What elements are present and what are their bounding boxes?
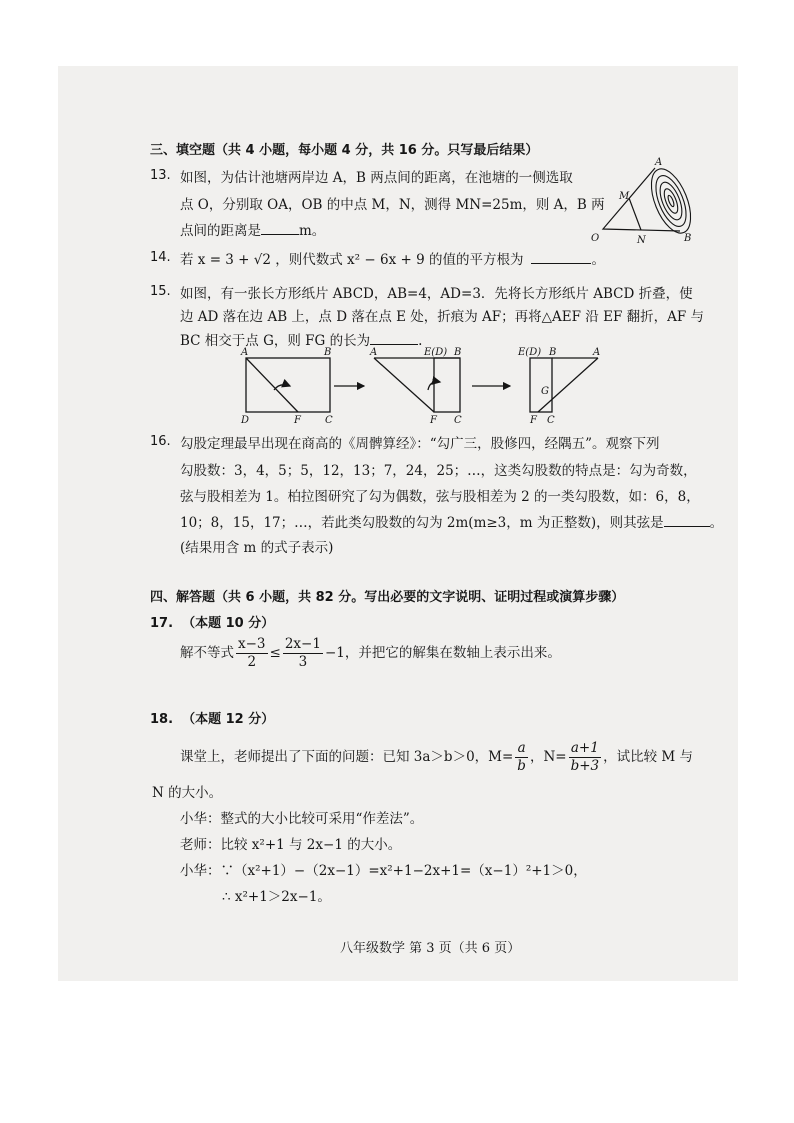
section-3-title: 三、填空题（共 4 小题，每小题 4 分，共 16 分。只写最后结果） — [150, 143, 539, 158]
fig3-label-F: F — [530, 415, 537, 426]
q17-text-a: 解不等式 — [180, 645, 234, 661]
q17-question — [180, 636, 561, 671]
q15-end: . — [418, 333, 423, 349]
q13-line3 — [180, 219, 325, 239]
q18-fn-denominator: b+3 — [570, 758, 600, 774]
fig3-label-G: G — [541, 386, 549, 397]
label-N: N — [637, 235, 646, 245]
q18-points: （本题 12 分） — [182, 712, 275, 727]
q16-line4 — [180, 511, 723, 531]
q18-line2: 老师：比较 x²+1 与 2x−1 的大小。 — [180, 837, 402, 853]
fig3-label-A: A — [593, 347, 601, 358]
label-B: B — [684, 233, 692, 244]
fold-step-3 — [530, 358, 598, 412]
q18-fm-numerator: a — [515, 740, 528, 758]
q18-intro-c: ，试比较 M 与 — [603, 749, 694, 765]
q13-number: 13. — [150, 168, 171, 183]
q16-line3: 弦与股相差为 1。柏拉图研究了勾为偶数，弦与股相差为 2 的一类勾股数，如：6，8， — [180, 489, 700, 505]
q16-line4-text: 10；8，15，17；…，若此类勾股数的勾为 2m(m≥3，m 为正整数)，则其弦是 — [180, 515, 664, 531]
fig2-label-C: C — [454, 415, 462, 426]
fig3-label-B: B — [549, 347, 557, 358]
q18-intro-d: N 的大小。 — [152, 785, 223, 801]
fold-step-1 — [246, 358, 330, 412]
q18-intro-b: ，N= — [529, 749, 567, 765]
fig1-label-C: C — [325, 415, 333, 426]
fig3-label-C: C — [547, 415, 555, 426]
q13-line3-text: 点间的距离是 — [180, 223, 261, 239]
q18-fn-numerator: a+1 — [569, 740, 602, 758]
q18-line1: 小华：整式的大小比较可采用“作差法”。 — [180, 811, 424, 827]
q13-answer-blank — [261, 222, 299, 235]
label-M: M — [619, 191, 630, 202]
q15-line3-text: BC 相交于点 G，则 FG 的长为 — [180, 333, 371, 349]
q15-line2: 边 AD 落在边 AB 上，点 D 落在点 E 处，折痕为 AF；再将△AEF 沿 EF 翻折，AF 与 — [180, 309, 705, 325]
q14-text: 若 x = 3 + √2 ，则代数式 x² − 6x + 9 的值的平方根为 — [180, 252, 524, 268]
q17-f1-denominator: 2 — [247, 654, 257, 670]
q18-fm-denominator: b — [517, 758, 526, 774]
fig2-label-ED: E(D) — [424, 347, 448, 358]
fig1-label-D: D — [241, 415, 250, 426]
q17-fraction-left — [236, 636, 268, 671]
segment-mn — [629, 198, 641, 230]
q17-heading — [150, 612, 274, 631]
q17-f2-numerator: 2x−1 — [284, 636, 321, 652]
q13-unit: m。 — [299, 223, 326, 239]
section-4-title: 四、解答题（共 6 小题，共 82 分。写出必要的文字说明、证明过程或演算步骤） — [150, 590, 625, 605]
q17-op: ≤ — [269, 645, 281, 661]
q18-line3: 小华：∵（x²+1）−（2x−1）=x²+1−2x+1=（x−1）²+1＞0， — [180, 863, 587, 879]
q13-line1: 如图，为估计池塘两岸边 A，B 两点间的距离，在池塘的一侧选取 — [180, 170, 573, 186]
q18-intro-a: 课堂上，老师提出了下面的问题：已知 3a＞b＞0，M= — [180, 749, 514, 765]
q15-number: 15. — [150, 284, 171, 299]
pond-ellipses — [643, 163, 697, 238]
fig1-label-B: B — [324, 347, 332, 358]
label-A: A — [655, 157, 663, 168]
q17-points: （本题 10 分） — [182, 616, 275, 631]
fig2-label-B: B — [454, 347, 462, 358]
q13-line2: 点 O，分别取 OA，OB 的中点 M，N，测得 MN=25m，则 A，B 两 — [180, 197, 605, 213]
fig1-label-F: F — [294, 415, 301, 426]
q17-f1-numerator: x−3 — [238, 636, 266, 652]
q16-line5: (结果用含 m 的式子表示) — [180, 540, 334, 556]
q14-end: 。 — [591, 252, 605, 268]
fig2-label-F: F — [430, 415, 437, 426]
fig2-label-A: A — [370, 347, 378, 358]
q16-number: 16. — [150, 434, 171, 449]
q14-line — [180, 248, 605, 268]
q15-folding-figure — [238, 344, 610, 426]
q18-intro — [180, 740, 693, 775]
page-footer: 八年级数学 第 3 页（共 6 页） — [340, 941, 521, 956]
q15-line1: 如图，有一张长方形纸片 ABCD，AB=4，AD=3．先将长方形纸片 ABCD 折叠，使 — [180, 286, 693, 302]
label-O: O — [591, 233, 600, 244]
q18-number: 18. — [150, 712, 174, 727]
q16-line2: 勾股数：3，4，5；5，12，13；7，24，25；…，这类勾股数的特点是：勾为奇数， — [180, 463, 697, 479]
q18-fraction-m — [515, 740, 528, 775]
fold-step-2 — [374, 358, 460, 412]
q17-fraction-right — [283, 636, 323, 671]
q13-pond-figure — [585, 155, 697, 245]
q17-text-b: −1，并把它的解集在数轴上表示出来。 — [324, 645, 561, 661]
q14-answer-blank — [531, 251, 591, 264]
q18-line4: ∴ x²+1＞2x−1。 — [222, 889, 331, 905]
q17-number: 17. — [150, 616, 174, 631]
q17-f2-denominator: 3 — [298, 654, 308, 670]
q16-line1: 勾股定理最早出现在商高的《周髀算经》：“勾广三，股修四，经隅五”。观察下列 — [180, 436, 660, 452]
fig3-label-ED: E(D) — [518, 347, 542, 358]
q18-heading — [150, 708, 274, 727]
fig1-label-A: A — [241, 347, 249, 358]
q16-end: 。 — [709, 515, 724, 531]
q18-fraction-n — [569, 740, 602, 775]
q14-number: 14. — [150, 250, 171, 265]
q16-answer-blank — [664, 514, 710, 527]
